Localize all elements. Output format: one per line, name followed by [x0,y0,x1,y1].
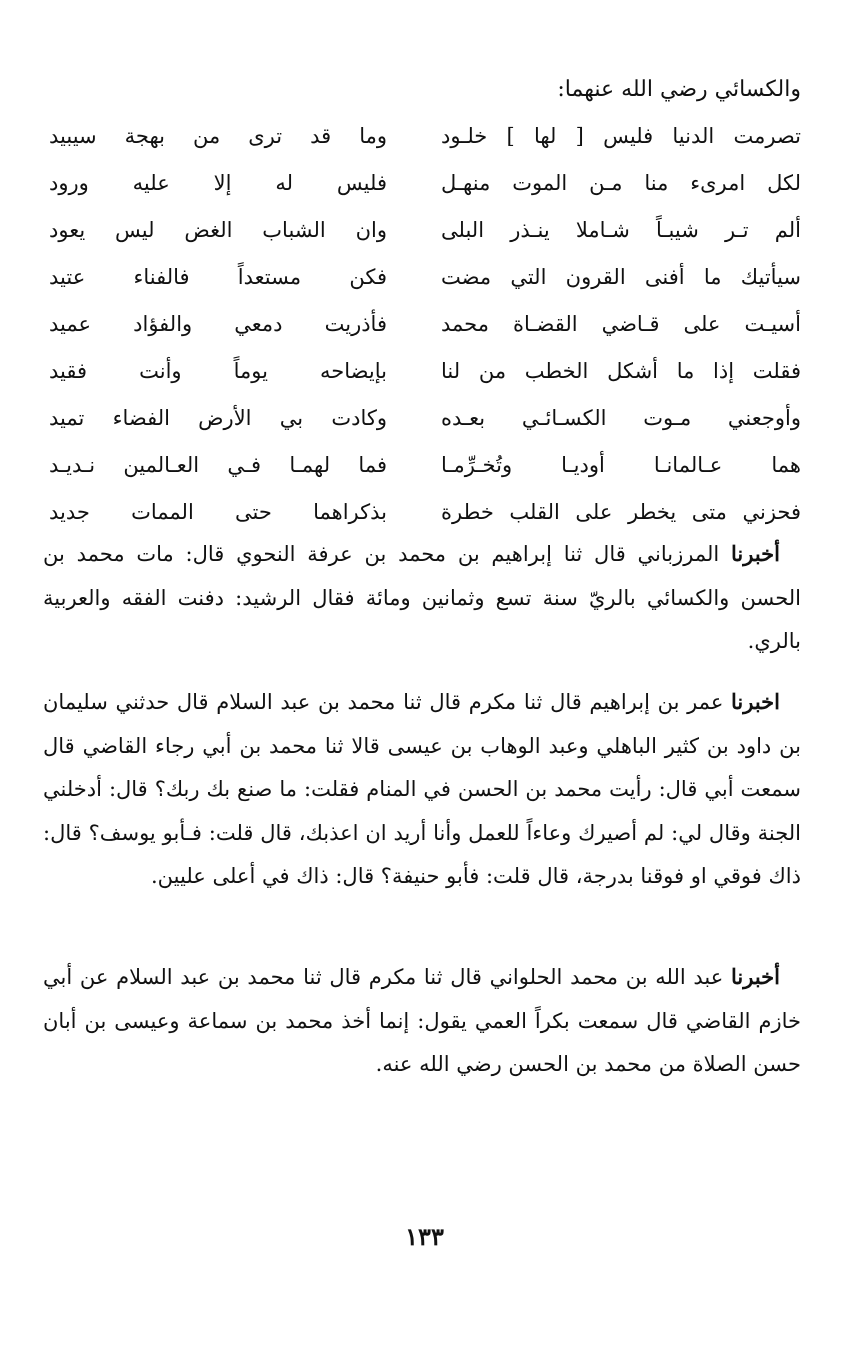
poem-verse [49,351,801,398]
poem-verse [49,210,801,257]
verse-second-hemistich: بإيضاحه يوماً وأنت فقيد [49,359,387,383]
narration-paragraph [43,955,801,1087]
verse-second-hemistich: وما قد ترى من بهجة سيبيد [49,124,387,148]
intro-line: والكسائي رضي الله عنهما: [557,77,801,102]
paragraph-text: عمر بن إبراهيم قال ثنا مكرم قال ثنا محمد بن عبد السلام قال حدثني سليمان بن داود بن كثير الباهلي وعبد الوهاب بن عيسى قالا ثنا محمد بن أبي رجاء القاضي قال سمعت أبي قال: رأيت محمد بن الحسن في المنام فقلت: ما صنع بك ربك؟ قال: أدخلني الجنة وقال لي: لم أصيرك وعاءاً للعمل وأنا أريد ان اعذبك، قال قلت: فـأبو يوسف؟ قال: ذاك فوقي او فوقنا بدرجة، قال قلت: فأبو حنيفة؟ قال: ذاك في أعلى عليين. [43,690,802,888]
poem-verse [49,445,801,492]
verse-second-hemistich: فليس له إلا عليه ورود [49,171,387,195]
poem-verse [49,304,801,351]
verse-first-hemistich: هما عـالمانـا أوديـا وتُخـرِّمـا [441,453,801,477]
paragraph-text: عبد الله بن محمد الحلواني قال ثنا مكرم قال ثنا محمد بن عبد السلام عن أبي خازم القاضي قال سمعت بكراً العمي يقول: إنما أخذ محمد بن سماعة وعيسى بن أبان حسن الصلاة من محمد بن الحسن رضي الله عنه. [43,965,801,1076]
verse-first-hemistich: فحزني متى يخطر على القلب خطرة [441,500,801,524]
poem-verse [49,163,801,210]
verse-first-hemistich: تصرمت الدنيا فليس [ لها ] خلـود [441,124,801,148]
narration-paragraph [43,680,801,899]
paragraph-lead-word: أخبرنا [731,964,780,989]
verse-second-hemistich: وكادت بي الأرض الفضاء تميد [49,406,387,430]
paragraph-lead-word: اخبرنا [731,689,780,714]
poem-verse [49,116,801,163]
verse-second-hemistich: بذكراهما حتى الممات جديد [49,500,387,524]
verse-second-hemistich: وان الشباب الغض ليس يعود [49,218,387,242]
verse-first-hemistich: وأوجعني مـوت الكسـائـي بعـده [441,406,801,430]
paragraph-text: المرزباني قال ثنا إبراهيم بن محمد بن عرفة النحوي قال: مات محمد بن الحسن والكسائي بالريّ سنة تسع وثمانين ومائة فقال الرشيد: دفنت الفقه والعربية بالري. [43,542,801,653]
poem-verse [49,398,801,445]
narration-paragraph [43,532,801,664]
verse-first-hemistich: لكل امرىء منا مـن الموت منهـل [441,171,801,195]
verse-first-hemistich: ألم تـر شيبـاً شـاملا ينـذر البلى [441,218,801,242]
page-number: ١٣٣ [405,1222,444,1251]
verse-second-hemistich: فما لهمـا فـي العـالمين نـديـد [49,453,387,477]
poem [49,116,801,539]
verse-first-hemistich: فقلت إذا ما أشكل الخطب من لنا [441,359,801,383]
paragraph-lead-word: أخبرنا [731,541,780,566]
verse-second-hemistich: فأذريت دمعي والفؤاد عميد [49,312,387,336]
verse-second-hemistich: فكن مستعداً فالفناء عتيد [49,265,387,289]
verse-first-hemistich: أسيـت على قـاضي القضـاة محمد [441,312,801,336]
poem-verse [49,257,801,304]
verse-first-hemistich: سيأتيك ما أفنى القرون التي مضت [441,265,801,289]
